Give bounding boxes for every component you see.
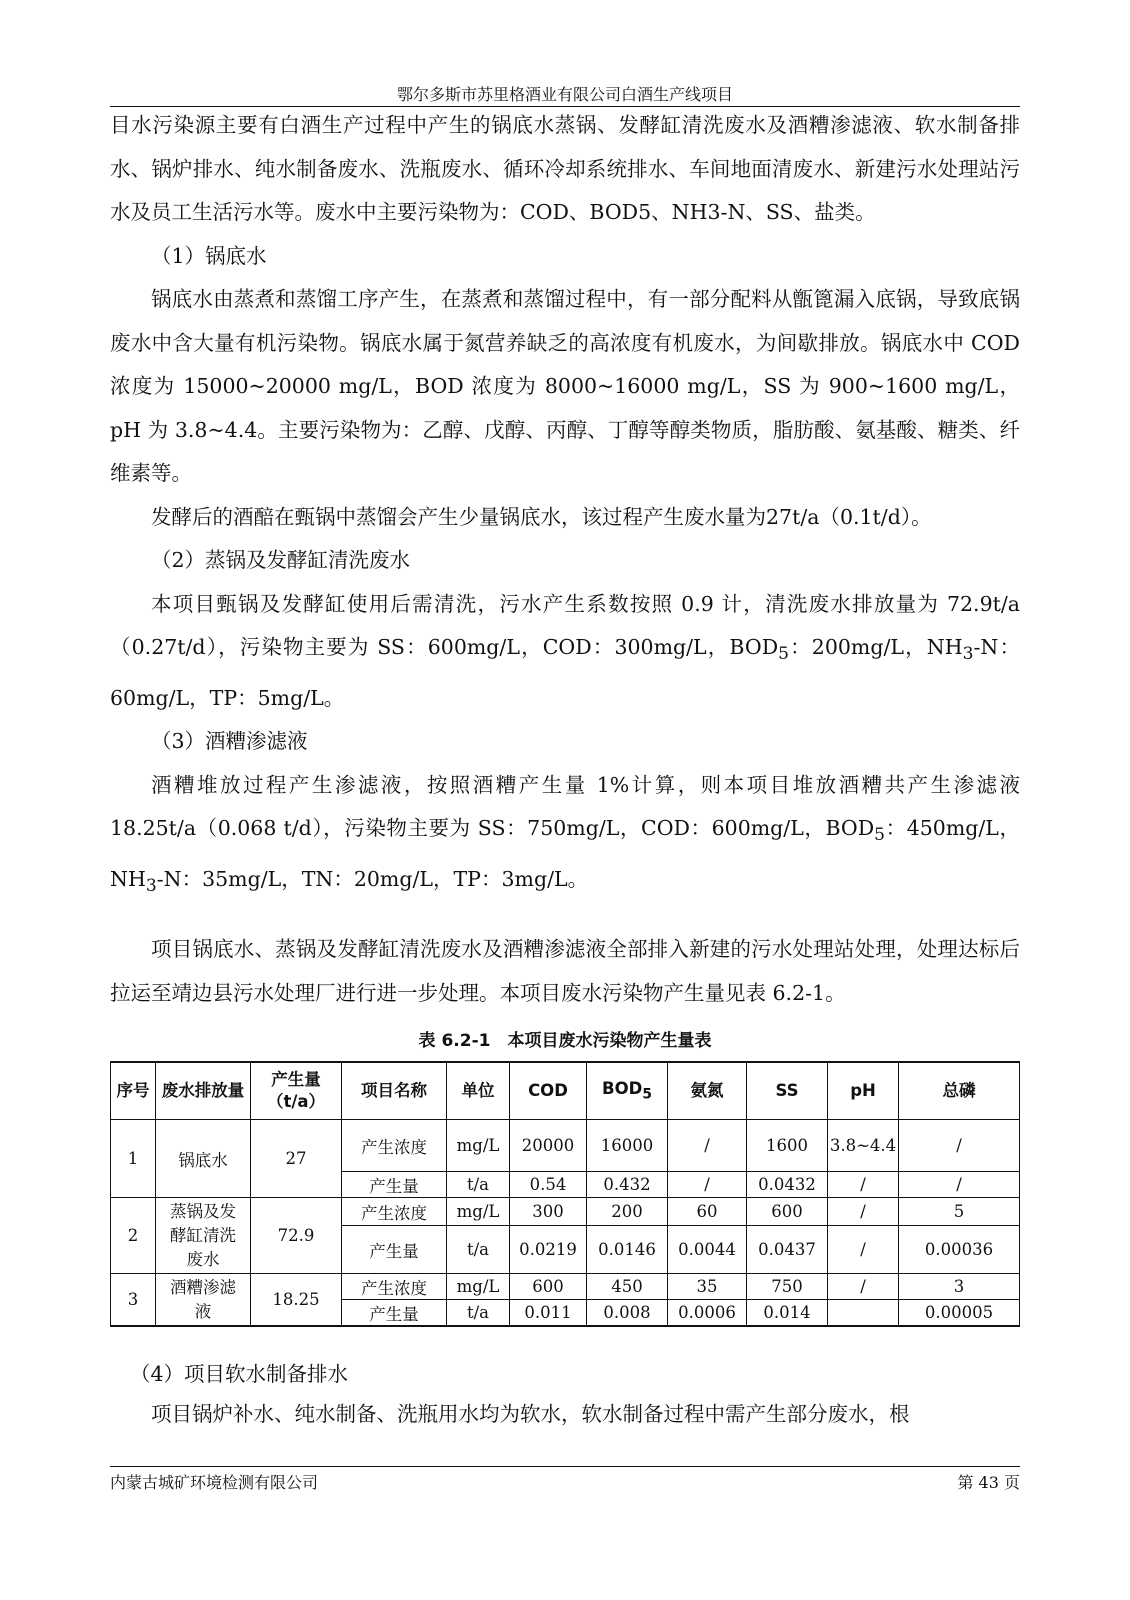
- pollutant-table: [110, 1061, 1020, 1327]
- cell-bod: 450: [587, 1274, 668, 1300]
- cell-cod: 0.54: [510, 1172, 587, 1198]
- cell-ammonia: 35: [668, 1274, 747, 1300]
- header-bod: BOD: [602, 1078, 643, 1098]
- cell-source: 酒糟渗滤液: [156, 1274, 251, 1326]
- section-heading-3: （3）酒糟渗滤液: [151, 729, 308, 754]
- cell-cod: 20000: [510, 1120, 587, 1172]
- paragraph-cleaning-water: [110, 583, 1020, 721]
- cell-unit: mg/L: [447, 1198, 510, 1226]
- subscript: 5: [642, 1085, 652, 1102]
- cell-cod: 300: [510, 1198, 587, 1226]
- cell-unit: t/a: [447, 1300, 510, 1326]
- cell-ph: /: [828, 1198, 899, 1226]
- table-row: [111, 1198, 1020, 1226]
- cell-ammonia: 0.0044: [668, 1226, 747, 1274]
- table-row: [111, 1120, 1020, 1172]
- col-tp: 总磷: [899, 1062, 1020, 1120]
- text-fragment: -N：60mg/L，TP：5mg/L。: [110, 635, 1020, 710]
- cell-source: 锅底水: [156, 1120, 251, 1198]
- subscript: 5: [874, 825, 886, 846]
- cell-ph: [828, 1300, 899, 1326]
- cell-tp: 0.00036: [899, 1226, 1020, 1274]
- col-no: 序号: [111, 1062, 156, 1120]
- cell-tp: 5: [899, 1198, 1020, 1226]
- cell-item: 产生浓度: [342, 1198, 447, 1226]
- cell-ph: 3.8~4.4: [828, 1120, 899, 1172]
- col-ammonia: 氨氮: [668, 1062, 747, 1120]
- text-fragment: 酒糟堆放过程产生渗滤液，按照酒糟产生量 1%计算，则本项目堆放酒糟共产生渗滤液 18.25t/a（0.068 t/d），污染物主要为 SS：750mg/L，COD：600mg/L，BOD: [110, 772, 1020, 841]
- cell-tp: 3: [899, 1274, 1020, 1300]
- paragraph-soft-water: 项目锅炉补水、纯水制备、洗瓶用水均为软水，软水制备过程中需产生部分废水，根: [151, 1402, 910, 1427]
- cell-ph: /: [828, 1274, 899, 1300]
- col-amount: 产生量（t/a）: [251, 1062, 342, 1120]
- text-fragment: 本项目甄锅及发酵缸使用后需清洗，污水产生系数按照 0.9 计，清洗废水排放量为 72.9t/a（0.27t/d），污染物主要为 SS：600mg/L，COD：300mg/L，BOD: [110, 591, 1020, 659]
- subscript: 5: [778, 644, 789, 665]
- footer-page-number: 第 43 页: [957, 1473, 1020, 1492]
- cell-ss: 0.014: [747, 1300, 828, 1326]
- cell-bod: 0.008: [587, 1300, 668, 1326]
- table-header-row: [111, 1062, 1020, 1120]
- col-ss: SS: [747, 1062, 828, 1120]
- cell-no: 1: [111, 1120, 156, 1198]
- cell-bod: 16000: [587, 1120, 668, 1172]
- cell-amount: 72.9: [251, 1198, 342, 1274]
- cell-ss: 600: [747, 1198, 828, 1226]
- paragraph-pot-bottom-water: 锅底水由蒸煮和蒸馏工序产生，在蒸煮和蒸馏过程中，有一部分配料从甑篦漏入底锅，导致底锅废水中含大量有机污染物。锅底水属于氮营养缺乏的高浓度有机废水，为间歇排放。锅底水中 COD 浓度为 15000~20000 mg/L，BOD 浓度为 8000~16000 mg/L，SS 为 900~1600 mg/L，pH 为 3.8~4.4。主要污染物为：乙醇、戊醇、丙醇、丁醇等醇类物质，脂肪酸、氨基酸、糖类、纤维素等。: [110, 287, 1020, 485]
- cell-ammonia: 0.0006: [668, 1300, 747, 1326]
- cell-ss: 0.0437: [747, 1226, 828, 1274]
- main-content: [110, 104, 1020, 1432]
- cell-ammonia: 60: [668, 1198, 747, 1226]
- cell-amount: 27: [251, 1120, 342, 1198]
- text-fragment: -N：35mg/L，TN：20mg/L，TP：3mg/L。: [156, 866, 589, 891]
- cell-unit: t/a: [447, 1226, 510, 1274]
- subscript: 3: [962, 644, 974, 665]
- cell-item: 产生浓度: [342, 1120, 447, 1172]
- paragraph-pot-bottom-amount: 发酵后的酒醅在甄锅中蒸馏会产生少量锅底水，该过程产生废水量为27t/a（0.1t/d）。: [151, 504, 932, 529]
- col-cod: COD: [510, 1062, 587, 1120]
- text-fragment: ：200mg/L，NH: [789, 635, 963, 659]
- col-item: 项目名称: [342, 1062, 447, 1120]
- subscript: 3: [145, 875, 157, 896]
- cell-item: 产生量: [342, 1172, 447, 1198]
- cell-source: 蒸锅及发酵缸清洗废水: [156, 1198, 251, 1274]
- cell-tp: /: [899, 1172, 1020, 1198]
- table-row: [111, 1274, 1020, 1300]
- col-unit: 单位: [447, 1062, 510, 1120]
- cell-item: 产生量: [342, 1300, 447, 1326]
- cell-ss: 1600: [747, 1120, 828, 1172]
- col-ph: pH: [828, 1062, 899, 1120]
- footer-rule: [110, 1466, 1020, 1467]
- cell-cod: 600: [510, 1274, 587, 1300]
- page-header: 鄂尔多斯市苏里格酒业有限公司白酒生产线项目: [396, 85, 733, 104]
- cell-bod: 0.0146: [587, 1226, 668, 1274]
- cell-bod: 0.432: [587, 1172, 668, 1198]
- section-heading-2: （2）蒸锅及发酵缸清洗废水: [151, 548, 411, 572]
- section-heading-4: （4）项目软水制备排水: [130, 1361, 349, 1386]
- paragraph-leachate: [110, 764, 1020, 909]
- footer-company: 内蒙古城矿环境检测有限公司: [110, 1473, 319, 1492]
- cell-unit: t/a: [447, 1172, 510, 1198]
- cell-ss: 750: [747, 1274, 828, 1300]
- section-heading-1: （1）锅底水: [151, 243, 267, 268]
- text-fragment: ：450mg/L，NH: [110, 816, 1020, 891]
- cell-item: 产生浓度: [342, 1274, 447, 1300]
- cell-ammonia: /: [668, 1120, 747, 1172]
- cell-cod: 0.0219: [510, 1226, 587, 1274]
- paragraph-intro: 目水污染源主要有白酒生产过程中产生的锅底水蒸锅、发酵缸清洗废水及酒糟渗滤液、软水制备排水、锅炉排水、纯水制备废水、洗瓶废水、循环冷却系统排水、车间地面清废水、新建污水处理站污水及员工生活污水等。废水中主要污染物为：COD、BOD5、NH3-N、SS、盐类。: [110, 113, 1020, 224]
- col-bod: [587, 1062, 668, 1120]
- cell-cod: 0.011: [510, 1300, 587, 1326]
- cell-no: 3: [111, 1274, 156, 1326]
- col-source: 废水排放量: [156, 1062, 251, 1120]
- cell-tp: /: [899, 1120, 1020, 1172]
- cell-ph: /: [828, 1226, 899, 1274]
- cell-no: 2: [111, 1198, 156, 1274]
- cell-unit: mg/L: [447, 1120, 510, 1172]
- cell-ammonia: /: [668, 1172, 747, 1198]
- cell-amount: 18.25: [251, 1274, 342, 1326]
- cell-ss: 0.0432: [747, 1172, 828, 1198]
- cell-item: 产生量: [342, 1226, 447, 1274]
- cell-bod: 200: [587, 1198, 668, 1226]
- paragraph-treatment: 项目锅底水、蒸锅及发酵缸清洗废水及酒糟渗滤液全部排入新建的污水处理站处理，处理达标后拉运至靖边县污水处理厂进行进一步处理。本项目废水污染物产生量见表 6.2-1。: [110, 937, 1020, 1005]
- cell-unit: mg/L: [447, 1274, 510, 1300]
- cell-ph: /: [828, 1172, 899, 1198]
- cell-tp: 0.00005: [899, 1300, 1020, 1326]
- table-title: 表 6.2-1 本项目废水污染物产生量表: [418, 1031, 712, 1052]
